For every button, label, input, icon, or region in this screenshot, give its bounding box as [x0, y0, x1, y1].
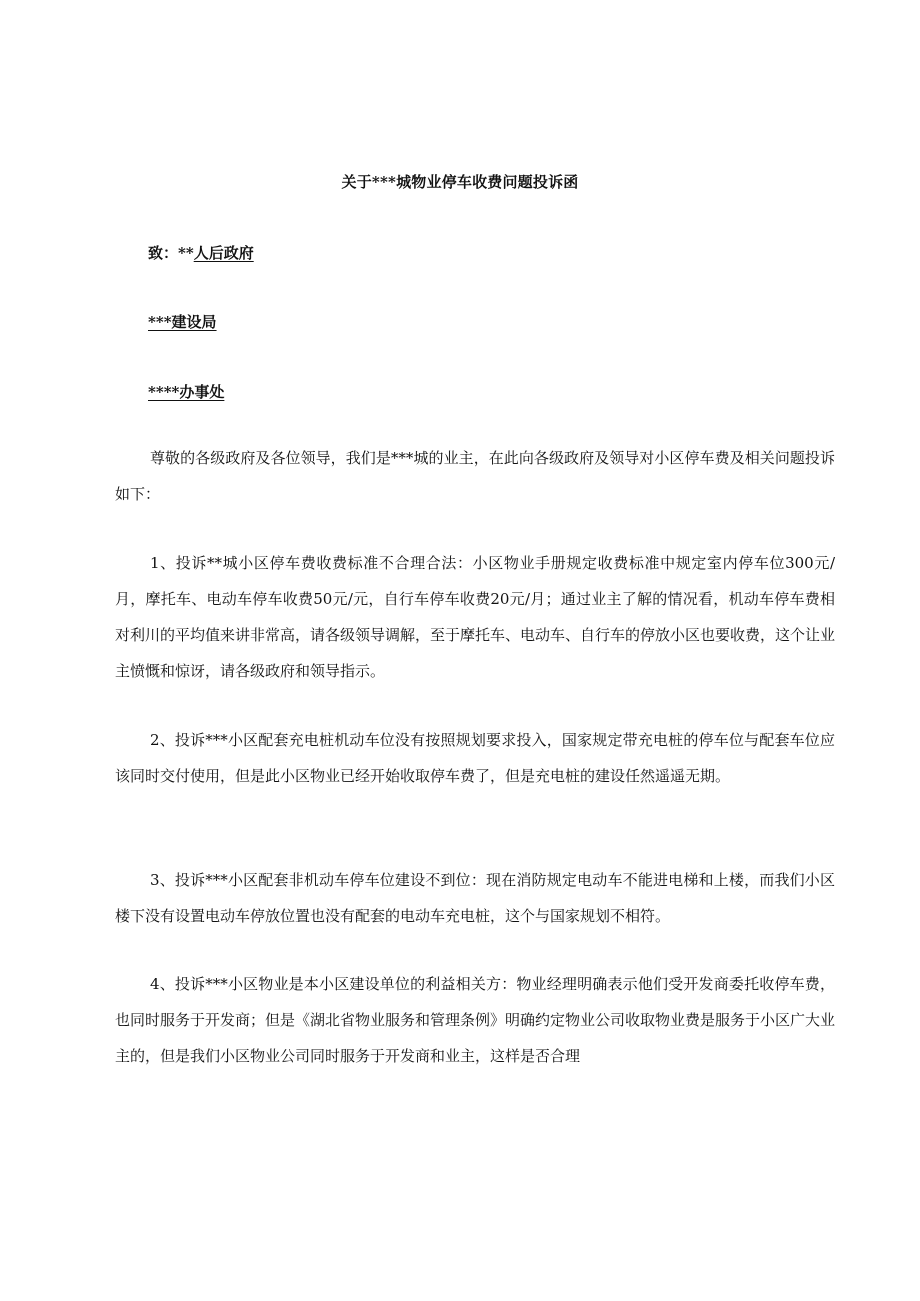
paragraph-complaint-4: 4、投诉***小区物业是本小区建设单位的利益相关方：物业经理明确表示他们受开发商委托收停车费，也同时服务于开发商；但是《湖北省物业服务和管理条例》明确约定物业公司收取物业费是服务于小区广大业主的，但是我们小区物业公司同时服务于开发商和业主，这样是否合理	[115, 975, 836, 1065]
paragraph-complaint-1: 1、投诉**城小区停车费收费标准不合理合法：小区物业手册规定收费标准中规定室内停车位300元/月，摩托车、电动车停车收费50元/元，自行车停车收费20元/月；通过业主了解的情况看，机动车停车费相对利川的平均值来讲非常高，请各级领导调解，至于摩托车、电动车、自行车的停放小区也要收费，这个让业主愤慨和惊讶，请各级政府和领导指示。	[115, 554, 836, 680]
recipient-office: ****办事处	[148, 383, 225, 401]
recipient-line-office	[148, 381, 224, 403]
paragraph-complaint-2: 2、投诉***小区配套充电桩机动车位没有按照规划要求投入，国家规定带充电桩的停车位与配套车位应该同时交付使用，但是此小区物业已经开始收取停车费了，但是充电桩的建设任然遥遥无期。	[115, 731, 835, 785]
document-title: 关于***城物业停车收费问题投诉函	[341, 173, 579, 191]
recipient-government: 人后政府	[193, 244, 254, 262]
recipient-line-construction-bureau	[148, 311, 217, 333]
paragraph-greeting: 尊敬的各级政府及各位领导，我们是***城的业主，在此向各级政府及领导对小区停车费及相关问题投诉如下：	[115, 449, 835, 503]
recipient-prefix: 致：**	[148, 244, 194, 262]
recipient-construction-bureau: ***建设局	[148, 313, 217, 331]
paragraph-complaint-3: 3、投诉***小区配套非机动车停车位建设不到位：现在消防规定电动车不能进电梯和上楼，而我们小区楼下没有设置电动车停放位置也没有配套的电动车充电桩，这个与国家规划不相符。	[115, 871, 835, 925]
recipient-line-government	[148, 242, 254, 264]
